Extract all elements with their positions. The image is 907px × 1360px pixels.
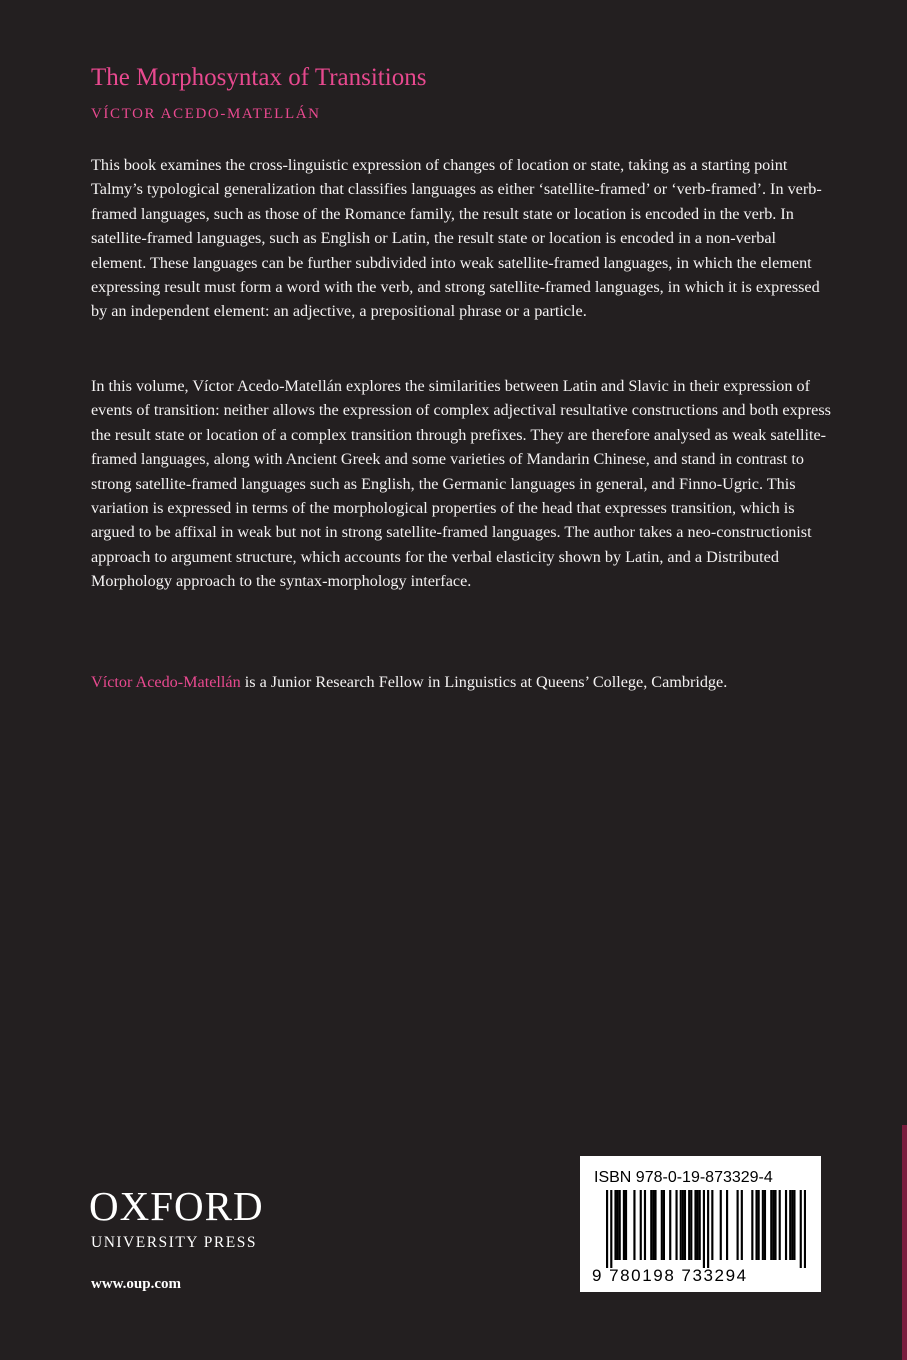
barcode-bar [707, 1190, 709, 1268]
barcode-bar [644, 1190, 646, 1260]
isbn-digits-right: 733294 [681, 1266, 748, 1285]
barcode-bar [690, 1190, 692, 1260]
barcode-bar [711, 1190, 713, 1260]
barcode-bar [800, 1190, 802, 1268]
barcode-bar [680, 1190, 682, 1260]
barcode-bar [606, 1190, 608, 1268]
barcode-bar [791, 1190, 793, 1260]
barcode-bar [675, 1190, 677, 1260]
barcode-bar [737, 1190, 739, 1260]
barcode-bar [751, 1190, 753, 1260]
author-name: VÍCTOR ACEDO-MATELLÁN [91, 106, 321, 122]
publisher-url[interactable]: www.oup.com [91, 1276, 182, 1292]
barcode-bar [772, 1190, 774, 1260]
barcode-bar [661, 1190, 663, 1260]
barcode-bar [654, 1190, 656, 1260]
barcode-bar [610, 1190, 612, 1268]
barcode-bar [669, 1190, 671, 1260]
barcode-bar [770, 1190, 772, 1260]
barcode-bar [623, 1190, 625, 1260]
isbn-digits [592, 1266, 748, 1286]
barcode-bar [726, 1190, 728, 1260]
barcode-bar [758, 1190, 760, 1260]
barcode-bar [652, 1190, 654, 1260]
book-title: The Morphosyntax of Transitions [91, 64, 427, 91]
barcode-bar [785, 1190, 787, 1260]
isbn-barcode [580, 1156, 821, 1292]
description-paragraph-1: This book examines the cross-linguistic expression of changes of location or state, taking as a starting point Talmy’s typological generalization that classifies languages as either ‘satellite-framed’ or ‘verb-framed’. In verb-framed languages, such as those of the Romance family, the result state or location is encoded in the verb. In satellite-framed languages, such as English or Latin, the result state or location is encoded in a non-verbal element. These languages can be further subdivided into weak satellite-framed languages, in which the element expressing result must form a word with the verb, and strong satellite-framed languages, in which it is expressed by an independent element: an adjective, a prepositional phrase or a particle. [91, 156, 822, 321]
barcode-bar [774, 1190, 776, 1260]
barcode-bar [793, 1190, 795, 1260]
author-bio [91, 670, 831, 694]
barcode-bar [703, 1190, 705, 1268]
author-bio-text: is a Junior Research Fellow in Linguistics at Queens’ College, Cambridge. [240, 673, 728, 691]
barcode-bar [697, 1190, 699, 1260]
barcode-bar [688, 1190, 690, 1260]
barcode-bar [633, 1190, 635, 1260]
barcode-bar [684, 1190, 686, 1260]
barcode-bar [741, 1190, 743, 1260]
barcode-bar [804, 1190, 806, 1268]
barcode-bar [764, 1190, 766, 1260]
barcode-bar [650, 1190, 652, 1260]
author-bio-name: Víctor Acedo-Matellán [91, 673, 241, 691]
barcode-bar [640, 1190, 642, 1260]
barcode-bar [619, 1190, 621, 1260]
barcode-bars [606, 1190, 806, 1268]
barcode-bar [663, 1190, 665, 1260]
isbn-digits-left: 780198 [609, 1266, 676, 1285]
barcode-bar [699, 1190, 701, 1260]
publisher-subtitle: UNIVERSITY PRESS [91, 1234, 257, 1251]
barcode-bar [762, 1190, 764, 1260]
barcode-bar [789, 1190, 791, 1260]
barcode-bar [682, 1190, 684, 1260]
description-paragraph-2: In this volume, Víctor Acedo-Matellán explores the similarities between Latin and Slavic in their expression of events of transition: neither allows the expression of complex adjectival resultative constructions and both express the result state or location of a complex transition through prefixes. They are therefore analysed as weak satellite-framed languages, along with Ancient Greek and some varieties of Mandarin Chinese, and stand in contrast to strong satellite-framed languages such as English, the Germanic languages in general, and Finno-Ugric. This variation is expressed in terms of the morphological properties of the head that expresses transition, which is argued to be affixal in weak but not in strong satellite-framed languages. The author takes a neo-constructionist approach to argument structure, which accounts for the verbal elasticity shown by Latin, and a Distributed Morphology approach to the syntax-morphology interface. [91, 377, 831, 591]
isbn-digit-first: 9 [592, 1266, 604, 1285]
spine-edge [902, 1125, 907, 1360]
barcode-bar [779, 1190, 781, 1260]
isbn-label: ISBN 978-0-19-873329-4 [594, 1169, 773, 1186]
barcode-bar [720, 1190, 722, 1260]
barcode-bar [694, 1190, 696, 1260]
barcode-bar [625, 1190, 627, 1260]
barcode-bar [617, 1190, 619, 1260]
publisher-logo: OXFORD [89, 1183, 264, 1229]
barcode-bar [755, 1190, 757, 1260]
barcode-bar [614, 1190, 616, 1260]
